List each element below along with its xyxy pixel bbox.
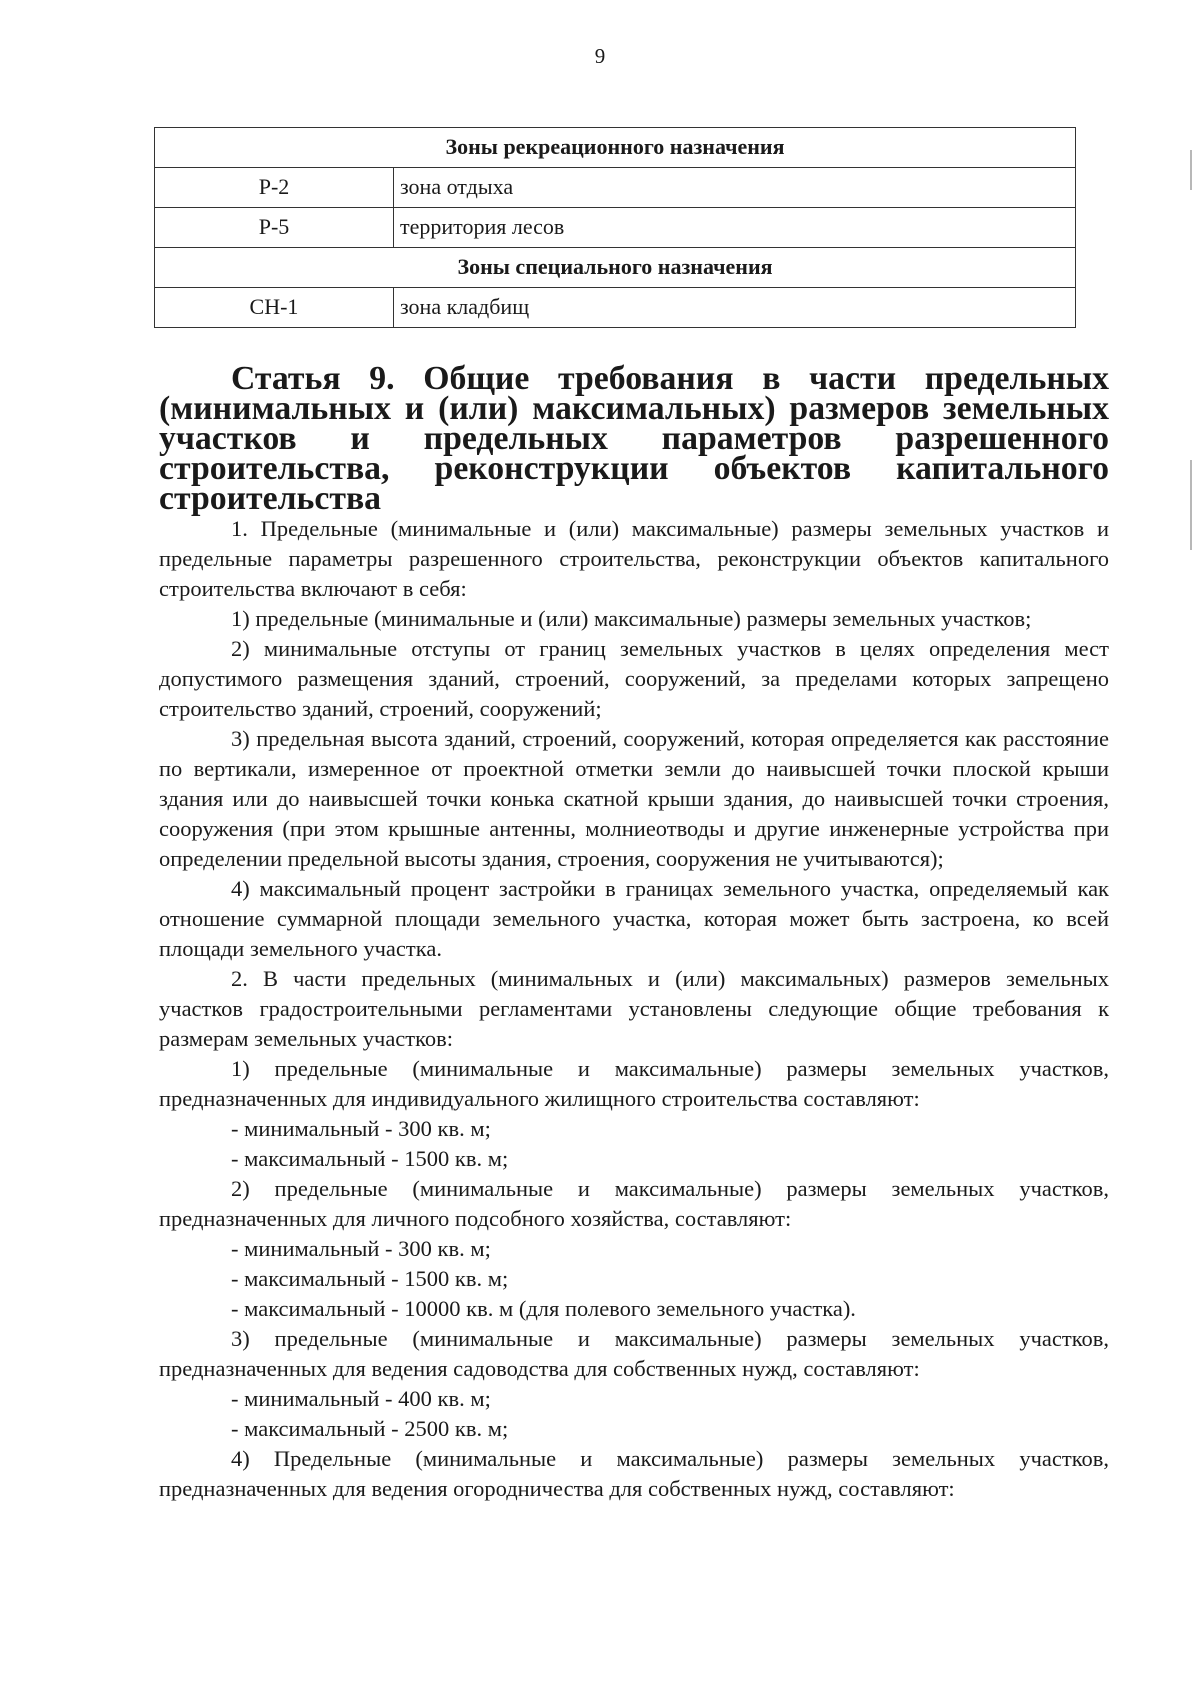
list-item: - минимальный - 400 кв. м; bbox=[231, 1386, 491, 1411]
paragraph: 2) минимальные отступы от границ земельных участков в целях определения мест допустимого размещения зданий, строений, сооружений, за пределами которых запрещено строительство зданий, строений, сооружений; bbox=[159, 636, 1109, 721]
zone-code: СН-1 bbox=[155, 288, 394, 328]
list-item: - максимальный - 2500 кв. м; bbox=[231, 1416, 509, 1441]
page-number: 9 bbox=[594, 44, 606, 68]
paragraph: 4) максимальный процент застройки в границах земельного участка, определяемый как отношение суммарной площади земельного участка, которая может быть застроена, ко всей площади земельного участка. bbox=[159, 876, 1109, 961]
list-item: - минимальный - 300 кв. м; bbox=[231, 1236, 491, 1261]
paragraph: 3) предельная высота зданий, строений, сооружений, которая определяется как расстояние по вертикали, измеренное от проектной отметки земли до наивысшей точки плоской крыши здания или до наивысшей точки конька скатной крыши здания, до наивысшей точки строения, сооружения (при этом крышные антенны, молниеотводы и другие инженерные устройства при определении предельной высоты здания, строения, сооружения не учитываются); bbox=[159, 726, 1109, 871]
list-item: - максимальный - 10000 кв. м (для полевого земельного участка). bbox=[231, 1296, 856, 1321]
list-item: - максимальный - 1500 кв. м; bbox=[231, 1266, 509, 1291]
table-row bbox=[155, 168, 1076, 208]
zone-code: Р-5 bbox=[155, 208, 394, 248]
scan-edge-mark bbox=[1190, 150, 1192, 190]
zone-name: зона кладбищ bbox=[394, 288, 1076, 328]
section-title: Зоны специального назначения bbox=[155, 248, 1076, 288]
zones-table bbox=[154, 127, 1076, 328]
paragraph: 2. В части предельных (минимальных и (или) максимальных) размеров земельных участков градостроительными регламентами установлены следующие общие требования к размерам земельных участков: bbox=[159, 966, 1109, 1051]
zone-code: Р-2 bbox=[155, 168, 394, 208]
paragraph: 1) предельные (минимальные и максимальные) размеры земельных участков, предназначенных для индивидуального жилищного строительства составляют: bbox=[159, 1056, 1109, 1111]
article-title: Статья 9. Общие требования в части предельных (минимальных и (или) максимальных) размеров земельных участков и предельных параметров разрешенного строительства, реконструкции объектов капитального строительства bbox=[159, 360, 1109, 517]
list-item: - минимальный - 300 кв. м; bbox=[231, 1116, 491, 1141]
zone-name: зона отдыха bbox=[394, 168, 1076, 208]
paragraph: 4) Предельные (минимальные и максимальные) размеры земельных участков, предназначенных для ведения огородничества для собственных нужд, составляют: bbox=[159, 1446, 1109, 1501]
paragraph: 3) предельные (минимальные и максимальные) размеры земельных участков, предназначенных для ведения садоводства для собственных нужд, составляют: bbox=[159, 1326, 1109, 1381]
table-section-row bbox=[155, 248, 1076, 288]
article-body bbox=[159, 360, 1109, 1504]
table-section-row bbox=[155, 128, 1076, 168]
paragraph: 2) предельные (минимальные и максимальные) размеры земельных участков, предназначенных для личного подсобного хозяйства, составляют: bbox=[159, 1176, 1109, 1231]
table-row bbox=[155, 208, 1076, 248]
zone-name: территория лесов bbox=[394, 208, 1076, 248]
paragraph: 1) предельные (минимальные и (или) максимальные) размеры земельных участков; bbox=[231, 606, 1032, 631]
table-row bbox=[155, 288, 1076, 328]
paragraph: 1. Предельные (минимальные и (или) максимальные) размеры земельных участков и предельные параметры разрешенного строительства, реконструкции объектов капитального строительства включают в себя: bbox=[159, 516, 1109, 601]
list-item: - максимальный - 1500 кв. м; bbox=[231, 1146, 509, 1171]
scan-edge-mark bbox=[1190, 460, 1192, 550]
section-title: Зоны рекреационного назначения bbox=[155, 128, 1076, 168]
